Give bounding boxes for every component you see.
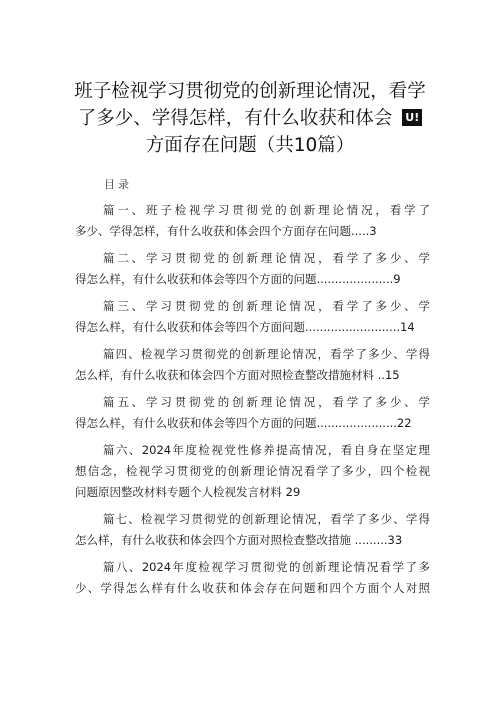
document-title bbox=[40, 78, 460, 159]
toc-entry-line: 得怎么样，有什么收获和体会等四个方面的问题.....................9 bbox=[75, 272, 401, 286]
toc-entry-line: 少、学得怎么样有什么收获和体会存在问题和四个方面个人对照 bbox=[75, 581, 430, 595]
toc-entry-line: 篇八、2024年度检视学习贯彻党的创新理论情况看学了多 bbox=[103, 560, 430, 574]
toc-entry-7[interactable] bbox=[75, 509, 430, 551]
toc-entry-line: 篇七、检视学习贯彻党的创新理论情况，看学了多少、学得 bbox=[103, 512, 430, 526]
toc-entry-line: 怎么样，有什么收获和体会四个方面对照检查整改措施材料 ..15 bbox=[75, 368, 400, 382]
table-of-contents bbox=[75, 200, 430, 605]
toc-entry-2[interactable] bbox=[75, 248, 430, 290]
title-line-1: 班子检视学习贯彻党的创新理论情况，看学 bbox=[74, 81, 426, 102]
toc-entry-line: 多少、学得怎样，有什么收获和体会四个方面存在问题.....3 bbox=[75, 224, 377, 238]
watermark-badge: U! bbox=[402, 109, 422, 126]
toc-heading: 目录 bbox=[104, 178, 132, 191]
title-line-3: 方面存在问题（共10篇） bbox=[145, 135, 355, 156]
toc-entry-1[interactable] bbox=[75, 200, 430, 242]
toc-entry-line: 问题原因整改材料专题个人检视发言材料 29 bbox=[75, 485, 301, 499]
toc-entry-line: 篇六、2024年度检视党性修养提高情况，看自身在坚定理 bbox=[103, 443, 430, 457]
toc-entry-line: 得怎么样，有什么收获和体会等四个方面问题..........................14 bbox=[75, 320, 415, 334]
toc-entry-line: 篇二、学习贯彻党的创新理论情况，看学了多少、学 bbox=[103, 251, 430, 265]
toc-entry-line: 怎么样，有什么收获和体会四个方面对照检查整改措施 .........33 bbox=[75, 533, 403, 547]
toc-entry-6[interactable] bbox=[75, 440, 430, 503]
title-line-2-text: 了多少、学得怎样，有什么收获和体会 bbox=[77, 108, 393, 129]
title-line-2 bbox=[40, 105, 460, 132]
toc-entry-line: 篇五、学习贯彻党的创新理论情况，看学了多少、学 bbox=[103, 395, 430, 409]
toc-entry-line: 篇四、检视学习贯彻党的创新理论情况，看学了多少、学得 bbox=[103, 347, 430, 361]
toc-entry-3[interactable] bbox=[75, 296, 430, 338]
toc-entry-line: 得怎么样，有什么收获和体会等四个方面的问题......................22 bbox=[75, 416, 412, 430]
toc-entry-8[interactable] bbox=[75, 557, 430, 599]
toc-entry-line: 篇一、班子检视学习贯彻党的创新理论情况，看学了 bbox=[103, 203, 430, 217]
toc-entry-line: 篇三、学习贯彻党的创新理论情况，看学了多少、学 bbox=[103, 299, 430, 313]
toc-entry-4[interactable] bbox=[75, 344, 430, 386]
toc-entry-line: 想信念，检视学习贯彻党的创新理论情况看学了多少，四个检视 bbox=[75, 464, 430, 478]
toc-entry-5[interactable] bbox=[75, 392, 430, 434]
